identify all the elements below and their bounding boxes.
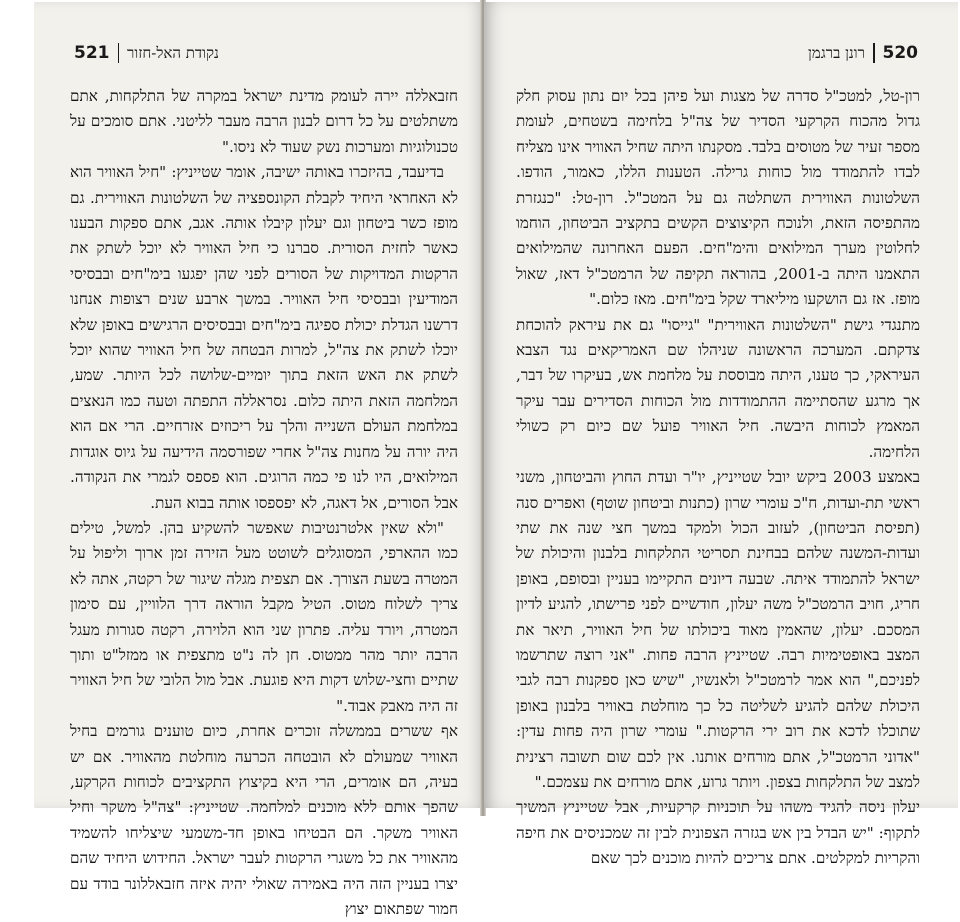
- paragraph: מתנגדי גישת "השלטונות האווירית" "גייסו" גם את עיראק להוכחת צדקתם. המערכה הראשונה שניהלו שם האמריקאים נגד הצבא העיראקי, כך טענו, היתה מבוססת על מלחמת אש, בעיקרו של דבר, אך מרגע שהסתיימה ההתמודדות מול הכוחות הסדירים עבר עיקר המאמץ לכוחות היבשה. חיל האוויר פועל שם כיום רק כשולי הלחימה.: [516, 315, 920, 461]
- running-title: רונן ברגמן: [808, 43, 865, 62]
- paragraph: חזבאללה יירה לעומק מדינת ישראל במקרה של התלקחות, אתם משתלטים על כל דרום לבנון הרבה מעבר לליטני. אתם סומכים על טכנולוגיות ומערכות נשק שעוד לא ניסו.": [70, 87, 458, 156]
- paragraph: באמצע 2003 ביקש יובל שטייניץ, יו"ר ועדת החוץ והביטחון, משני ראשי תת-ועדות, ח"כ עומרי שרון (כתנות וביטחון שוטף) ואפרים סנה (תפיסת הביטחון), לעזוב הכול ולמקד במשך חצי שנה את שתי ועדות-המשנה שלהם בבחינת תסריטי התלקחות בלבנון והיכולת של ישראל להתמודד איתה. שבעה דיונים התקיימו בעניין ובסופם, באופן חריג, חויב הרמטכ"ל משה יעלון, חודשיים לפני פרישתו, להגיע לדיון המסכם. יעלון, שהאמין מאוד ביכולתו של חיל האוויר, תיאר את המצב באופטימיות רבה. שטייניץ הרבה פחות. "אני רוצה שתרשמו לפניכם," הוא אמר לרמטכ"ל ולאנשיו, "שיש כאן ספקנות רבה לגבי היכולת שלהם להגיע לשליטה כל כך מוחלטת באוויר בלבנון באופן שתוכלו לדכא את רוב ירי הרקטות." עומרי שרון היה פחות עדין: "אדוני הרמטכ"ל, אתם מורחים אותנו. אין לכם שום תשובה רצינית למצב של התלקחות בצפון. ויותר גרוע, אתם מורחים את עצמכם.": [516, 468, 920, 791]
- right-page-body: [516, 84, 920, 872]
- left-page: [34, 2, 484, 918]
- header-divider: [873, 43, 875, 63]
- paragraph: "ולא שאין אלטרנטיבות שאפשר להשקיע בהן. למשל, טילים כמו ההארפי, המסוגלים לשוטט מעל הזירה זמן ארוך וליפול על המטרה בשעת הצורך. אם תצפית מגלה שיגור של רקטה, אתה לא צריך לשלוח מטוס. הטיל מקבל הוראה דרך הלוויין, עם סימון המטרה, ויורד עליה. פתרון שני הוא הלוירה, רקטה סגורות מעגל הרבה יותר מהר ממטוס. חן לה נ"ט מתצפית או ממזל"ט ותוך שתיים וחצי-שלוש דקות היא פוגעת. אבל מול הלובי של חיל האוויר זה היה מאבק אבוד.": [70, 518, 458, 715]
- paragraph: אף ששרים בממשלה זוכרים אחרת, כיום טוענים גורמים בחיל האוויר שמעולם לא הובטחה הכרעה מוחלטת מהאוויר. אם יש בעיה, הם אומרים, הרי היא בקיצוץ התקציבים לכוחות הקרקע, שהפך אותם ללא מוכנים למלחמה. שטייניץ: "צה"ל משקר וחיל האוויר משקר. הם הבטיחו באופן חד-משמעי שיצליחו להשמיד מהאוויר את כל משגרי הרקטות לעבר ישראל. החידוש היחיד שהם יצרו בעניין הזה היה באמירה שאולי יהיה איזה חזבאללונר בודד עם חמור שפתאום יצוץ: [70, 722, 458, 918]
- left-page-header: [74, 40, 219, 66]
- paragraph: רון-טל, למטכ"ל סדרה של מצגות ועל פיהן בכל יום נתון עסוק חלק גדול מהכוח הקרקעי הסדיר של צה"ל בלחימה בשטחים, לעומת מספר זעיר של מטוסים בלבד. מסקנתו היתה שחיל האוויר אינו מצליח לבדו להתמודד מול כוחות גרילה. הטענות הללו, כאמור, הודפו. השלטונות האווירית השתלטה גם על המטכ"ל. רון-טל: "כנגזרת מהתפיסה הזאת, ולנוכח הקיצוצים הקשים בתקציב הביטחון, הוחמו לחלוטין מערך המילואים והימ"חים. הפעם האחרונה שהמילואים התאמנו היתה ב-2001, בהוראה תקיפה של הרמטכ"ל דאז, שאול מופז. אז גם הושקעו מיליארד שקל בימ"חים. מאז כלום.": [516, 87, 920, 309]
- right-page: [484, 2, 958, 868]
- left-page-body: [70, 84, 458, 922]
- right-page-header: [808, 40, 918, 66]
- header-divider: [118, 43, 120, 63]
- page-number: 521: [74, 43, 110, 63]
- page-number: 520: [882, 43, 918, 63]
- running-title: נקודת האל-חזור: [127, 43, 219, 62]
- paragraph: יעלון ניסה להגיד משהו על תוכניות קרקעיות, אבל שטייניץ המשיך לתקוף: "יש הבדל בין אש בגזרה הצפונית לבין זה שמכניסים את חיפה והקריות למקלטים. אתם צריכים להיות מוכנים לכך שאם: [516, 798, 920, 868]
- paragraph: בדיעבד, בהיזכרו באותה ישיבה, אומר שטייניץ: "חיל האוויר הוא לא האחראי היחיד לקבלת הקונספציה של השלטונות האווירית. גם מופז כשר ביטחון וגם יעלון קיבלו אותה. אגב, אתם ספקות הבענו כאשר לחזית הסורית. סברנו כי חיל האוויר לא יוכל לשתק את הרקטות המדויקות של הסורים לפני שהן יפגעו בימ"חים ובבסיסי המודיעין ובבסיסי חיל האוויר. במשך ארבע שנים רצופות אנחנו דרשנו הגדלת יכולת ספיגה בימ"חים ובבסיסים הרגישים באופן שלא יוכלו לשתק את צה"ל, למרות הבטחה של חיל האוויר שהוא יוכל לשתק את האש הזאת בתוך יומיים-שלושה לכל היותר. שמע, המלחמה הזאת היתה כלום. נסראללה התפתה וטעה כמו הנאצים במלחמת העולם השנייה והלך על ריכוזים אזרחיים. הרי אם הוא היה יורה על מחנות צה"ל אחרי שפורסמה הידיעה על גיוס אוגדות המילואים, היו לנו פי כמה הרוגים. הוא פספס לגמרי את הנקודה. אבל הסורים, אל דאגה, לא יפספסו אותה בבוא העת.: [70, 163, 458, 512]
